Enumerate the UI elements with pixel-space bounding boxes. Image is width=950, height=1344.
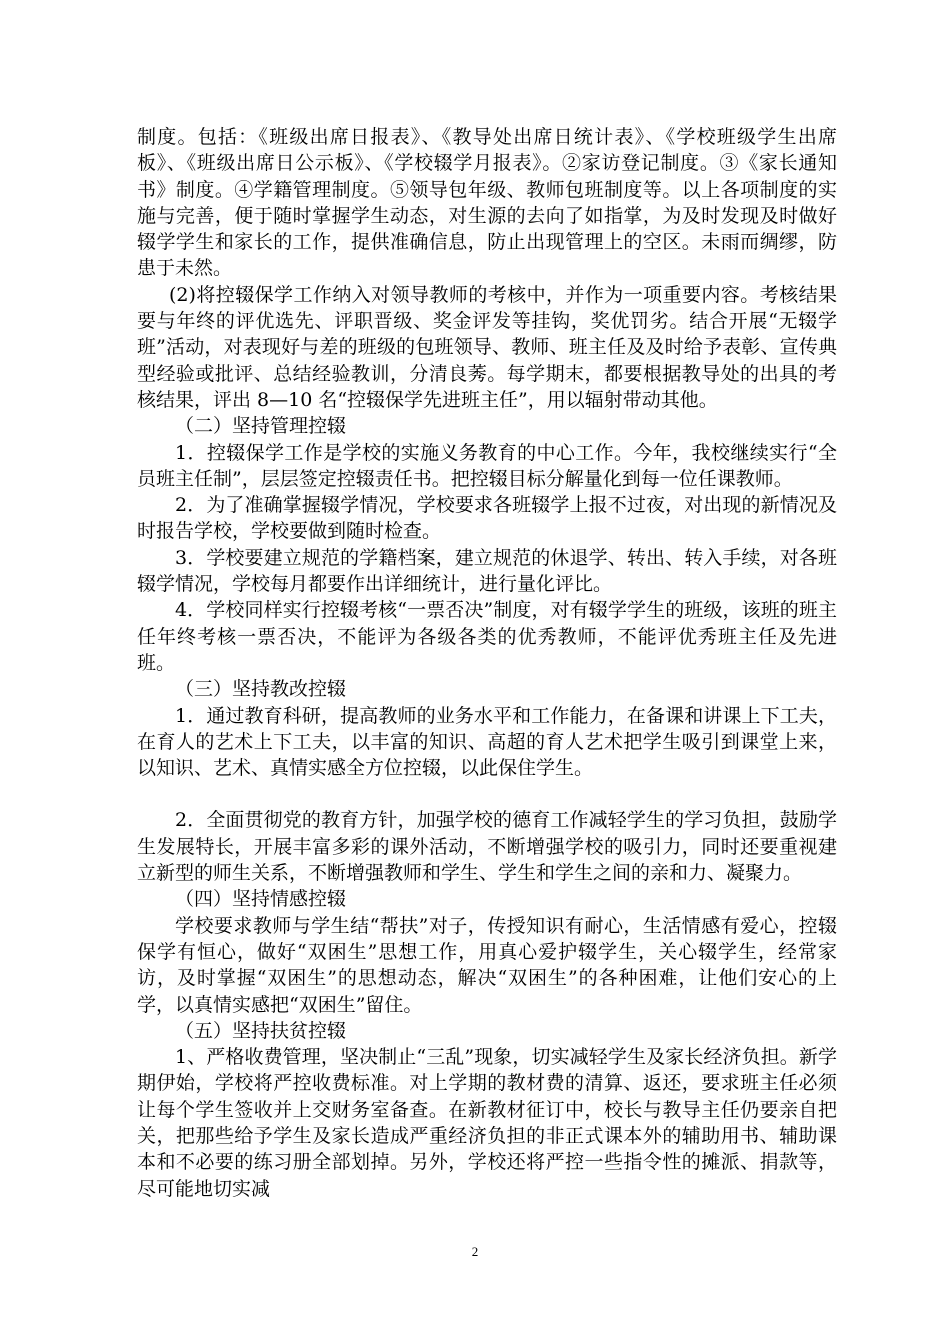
blank-line <box>137 781 837 807</box>
paragraph-continued: 制度。包括：《班级出席日报表》、《教导处出席日统计表》、《学校班级学生出席板》、《班级出席日公示板》、《学校辍学月报表》。②家访登记制度。③《家长通知书》制度。④学籍管理制度。⑤领导包年级、教师包班制度等。以上各项制度的实施与完善，便于随时掌握学生动态，对生源的去向了如指掌，为及时发现及时做好辍学学生和家长的工作，提供准确信息，防止出现管理上的空区。未雨而绸缪，防患于未然。 <box>137 126 837 280</box>
section-heading-poverty: （五）坚持扶贫控辍 <box>175 1019 347 1042</box>
section-heading-management: （二）坚持管理控辍 <box>175 415 347 438</box>
paragraph-item: 1．控辍保学工作是学校的实施义务教育的中心工作。今年，我校继续实行“全员班主任制”，层层签定控辍责任书。把控辍目标分解量化到每一位任课教师。 <box>137 441 837 490</box>
section-heading-reform: （三）坚持教改控辍 <box>175 678 347 701</box>
paragraph-item: 2．为了准确掌握辍学情况，学校要求各班辍学上报不过夜，对出现的新情况及时报告学校，学校要做到随时检查。 <box>137 494 837 543</box>
document-body <box>137 124 837 1202</box>
paragraph-item: 1．通过教育科研，提高教师的业务水平和工作能力，在备课和讲课上下工夫，在育人的艺术上下工夫，以丰富的知识、高超的育人艺术把学生吸引到课堂上来，以知识、艺术、真情实感全方位控辍，以此保住学生。 <box>137 704 837 780</box>
paragraph-item: 4．学校同样实行控辍考核“一票否决”制度，对有辍学学生的班级，该班的班主任年终考核一票否决，不能评为各级各类的优秀教师，不能评优秀班主任及先进班。 <box>137 599 837 674</box>
paragraph-item: 学校要求教师与学生结“帮扶”对子，传授知识有耐心，生活情感有爱心，控辍保学有恒心，做好“双困生”思想工作，用真心爱护辍学生，关心辍学生，经常家访，及时掌握“双困生”的思想动态，解决“双困生”的各种困难，让他们安心的上学，以真情实感把“双困生”留住。 <box>137 914 837 1016</box>
paragraph-item: 2．全面贯彻党的教育方针，加强学校的德育工作减轻学生的学习负担，鼓励学生发展特长，开展丰富多彩的课外活动，不断增强学校的吸引力，同时还要重视建立新型的师生关系，不断增强教师和学生、学生和学生之间的亲和力、凝聚力。 <box>137 809 837 885</box>
paragraph-item: 1、严格收费管理，坚决制止“三乱”现象，切实减轻学生及家长经济负担。新学期伊始，学校将严控收费标准。对上学期的教材费的清算、返还，要求班主任必须让每个学生签收并上交财务室备查。在新教材征订中，校长与教导主任仍要亲自把关，把那些给予学生及家长造成严重经济负担的非正式课本外的辅助用书、辅助课本和不必要的练习册全部划掉。另外，学校还将严控一些指令性的摊派、捐款等，尽可能地切实减 <box>137 1046 837 1200</box>
page-number: 2 <box>471 1244 479 1259</box>
paragraph-item: 3．学校要建立规范的学籍档案，建立规范的休退学、转出、转入手续，对各班辍学情况，学校每月都要作出详细统计，进行量化评比。 <box>137 546 837 596</box>
section-heading-emotion: （四）坚持情感控辍 <box>175 888 347 911</box>
paragraph-assessment: (2)将控辍保学工作纳入对领导教师的考核中，并作为一项重要内容。考核结果要与年终的评优选先、评职晋级、奖金评发等挂钩，奖优罚劣。结合开展“无辍学班”活动，对表现好与差的班级的包班领导、教师、班主任及及时给予表彰、宣传典型经验或批评、总结经验教训，分清良莠。每学期末，都要根据教导处的出具的考核结果，评出 8—10 名“控辍保学先进班主任”，用以辐射带动其他。 <box>137 283 837 411</box>
